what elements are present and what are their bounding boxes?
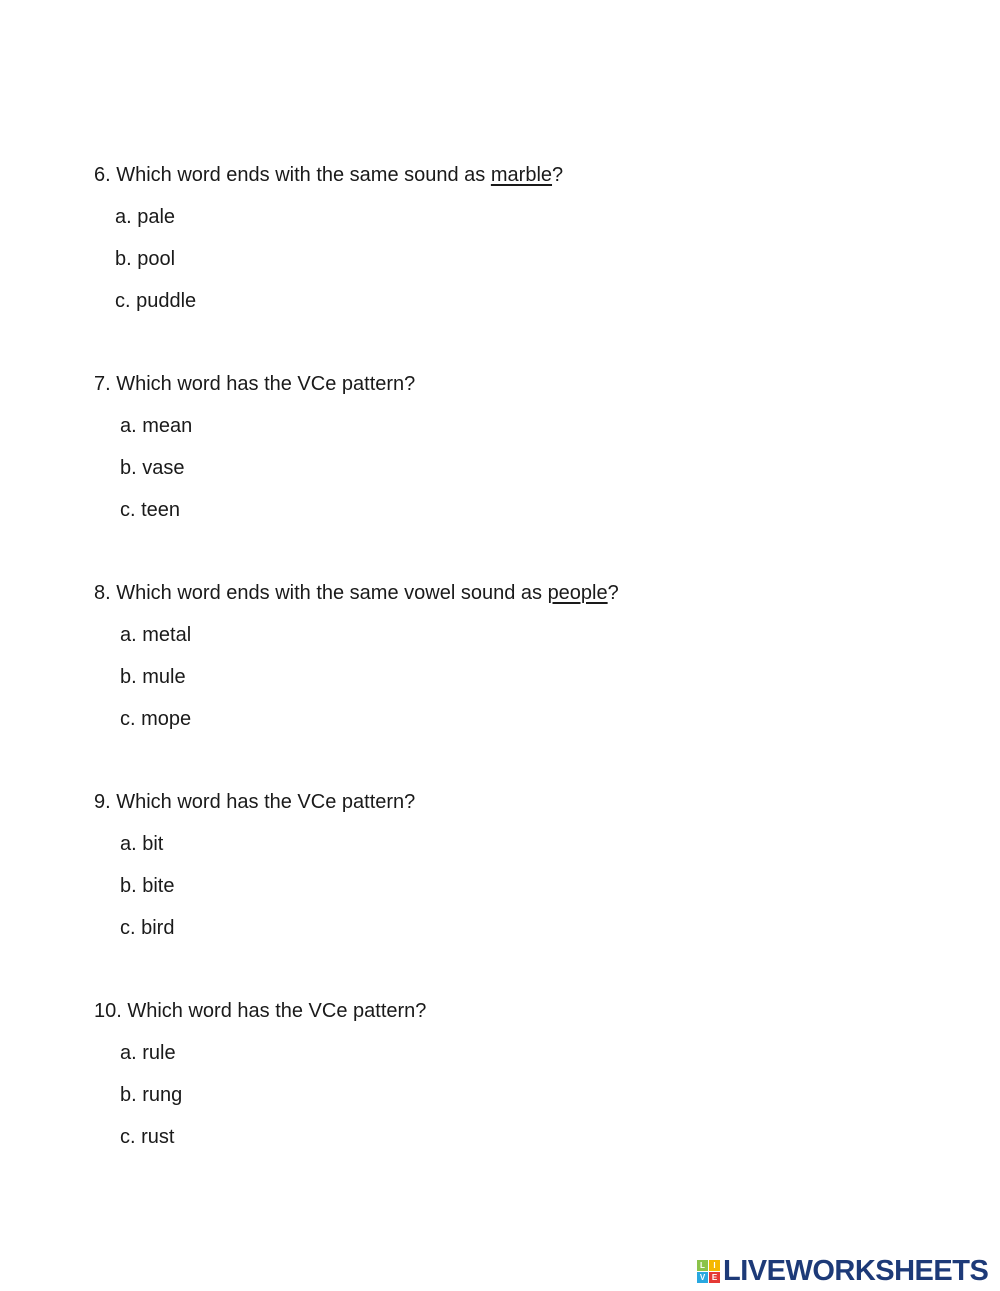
answer-option[interactable]: b. mule xyxy=(120,666,186,688)
liveworksheets-logo xyxy=(697,1255,988,1288)
question-prefix: 10. Which word has the VCe pattern? xyxy=(94,1000,427,1022)
question-suffix: ? xyxy=(607,582,619,604)
target-word: marble xyxy=(490,164,553,186)
badge-letter: E xyxy=(709,1272,720,1283)
answer-option[interactable]: a. mean xyxy=(120,415,193,437)
answer-option[interactable]: c. rust xyxy=(120,1126,175,1148)
answer-option[interactable]: c. puddle xyxy=(115,290,197,312)
question-prefix: 7. Which word has the VCe pattern? xyxy=(94,373,416,395)
question-text xyxy=(94,163,563,187)
question-text xyxy=(94,372,415,396)
badge-letter: V xyxy=(697,1272,708,1283)
target-word: people xyxy=(547,582,608,604)
badge-letter: L xyxy=(697,1260,708,1271)
question-text xyxy=(94,790,415,814)
question-text xyxy=(94,999,426,1023)
answer-option[interactable]: a. rule xyxy=(120,1042,176,1064)
answer-option[interactable]: a. pale xyxy=(115,206,176,228)
answer-option[interactable]: b. vase xyxy=(120,457,185,479)
badge-letter: I xyxy=(709,1260,720,1271)
question-prefix: 9. Which word has the VCe pattern? xyxy=(94,791,416,813)
question-block xyxy=(94,372,415,522)
answer-option[interactable]: c. mope xyxy=(120,708,192,730)
answer-option[interactable]: c. bird xyxy=(120,917,175,939)
question-block xyxy=(94,581,619,731)
answer-option[interactable]: b. bite xyxy=(120,875,175,897)
question-text xyxy=(94,581,619,605)
question-block xyxy=(94,999,426,1149)
answer-option[interactable]: b. pool xyxy=(115,248,176,270)
logo-text: LIVEWORKSHEETS xyxy=(723,1255,989,1287)
question-prefix: 8. Which word ends with the same vowel sound as xyxy=(94,582,548,604)
question-block xyxy=(94,163,563,313)
question-suffix: ? xyxy=(552,164,564,186)
answer-option[interactable]: a. metal xyxy=(120,624,192,646)
question-block xyxy=(94,790,415,940)
live-badge-icon xyxy=(697,1260,720,1283)
answer-option[interactable]: b. rung xyxy=(120,1084,183,1106)
question-prefix: 6. Which word ends with the same sound as xyxy=(94,164,491,186)
answer-option[interactable]: c. teen xyxy=(120,499,181,521)
answer-option[interactable]: a. bit xyxy=(120,833,164,855)
